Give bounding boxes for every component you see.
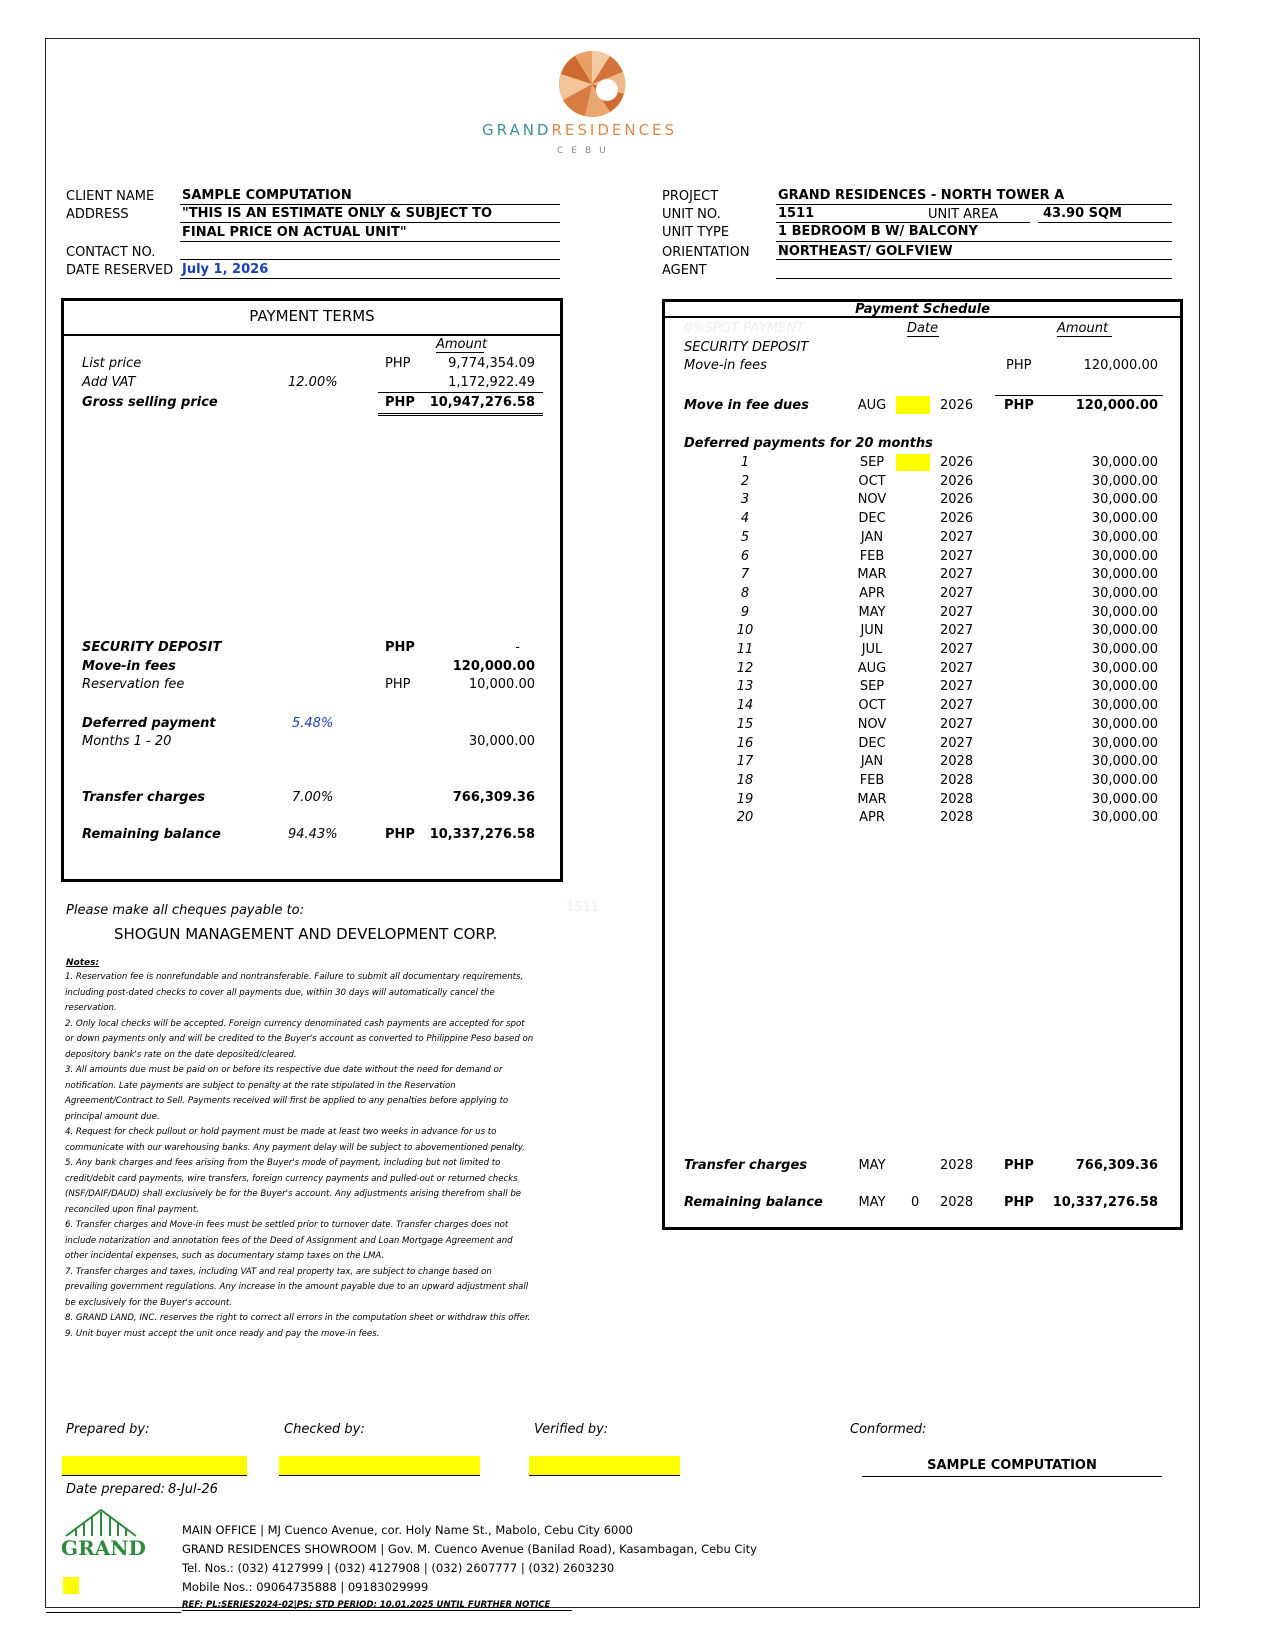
unit-type-label: UNIT TYPE	[662, 225, 730, 240]
schedule-date-header: Date	[907, 321, 939, 336]
date-prepared-label: Date prepared:	[66, 1482, 165, 1497]
note-line: including post-dated checks to cover all payments due, within 30 days will automatically cancel the	[65, 987, 495, 998]
prepared-by-label: Prepared by:	[66, 1422, 150, 1437]
payment-terms-title: PAYMENT TERMS	[249, 307, 375, 325]
contact-label: CONTACT NO.	[66, 245, 156, 260]
installment-month: JUL	[861, 642, 883, 657]
installment-amount: 30,000.00	[1091, 623, 1158, 639]
transfer-charges-value: 766,309.36	[452, 790, 535, 805]
schedule-amount-header: Amount	[1057, 321, 1112, 337]
schedule-transfer-value: 766,309.36	[1075, 1158, 1158, 1173]
installment-month: JUN	[860, 623, 884, 639]
installment-month: DEC	[858, 511, 886, 527]
note-line: depository bank's rate on the date deposited/cleared.	[65, 1049, 297, 1060]
reservation-value: 10,000.00	[468, 677, 535, 692]
deferred-label: Deferred payment	[82, 716, 216, 731]
brand-city: CEBU	[557, 146, 614, 156]
installment-month: OCT	[858, 473, 886, 489]
note-line: prevailing government regulations. Any increase in the amount payable due to an upward adjustment shall	[65, 1282, 529, 1292]
note-line: credit/debit card payments, wire transfers, foreign currency payments and pulled-out or returned checks	[65, 1173, 518, 1184]
installment-month: MAY	[858, 604, 886, 620]
vat-label: Add VAT	[82, 375, 136, 390]
schedule-transfer-year: 2028	[940, 1158, 974, 1173]
gross-price-label: Gross selling price	[82, 395, 218, 410]
note-line: be exclusively for the Buyer's account.	[65, 1297, 233, 1308]
terms-amount-header: Amount	[436, 337, 488, 352]
list-price-currency: PHP	[385, 356, 411, 371]
schedule-transfer-label: Transfer charges	[684, 1158, 808, 1173]
schedule-transfer-currency: PHP	[1004, 1158, 1034, 1173]
installment-amount: 30,000.00	[1091, 455, 1158, 470]
project-value: GRAND RESIDENCES - NORTH TOWER A	[778, 188, 1065, 203]
note-line: 8. GRAND LAND, INC. reserves the right to correct all errors in the computation sheet or withdraw this offer.	[65, 1313, 531, 1323]
installment-month: APR	[859, 810, 885, 826]
list-price-label: List price	[82, 356, 142, 371]
installment-amount: 30,000.00	[1091, 511, 1158, 527]
footer-main-office: MAIN OFFICE | MJ Cuenco Avenue, cor. Holy Name St., Mabolo, Cebu City 6000	[182, 1523, 633, 1537]
months-label: Months 1 - 20	[82, 734, 172, 749]
date-reserved-value: July 1, 2026	[182, 262, 269, 277]
installment-number: 2	[740, 473, 750, 489]
orientation-label: ORIENTATION	[662, 245, 750, 260]
footer-tel: Tel. Nos.: (032) 4127999 | (032) 4127908 | (032) 2607777 | (032) 2603230	[182, 1561, 615, 1575]
agent-label: AGENT	[662, 263, 707, 278]
security-deposit-value: -	[515, 640, 520, 655]
installment-month: MAR	[857, 791, 887, 807]
installment-month: DEC	[858, 735, 886, 751]
schedule-transfer-month: MAY	[858, 1158, 886, 1173]
unit-no-label: UNIT NO.	[662, 207, 721, 222]
movein-dues-month: AUG	[857, 398, 887, 413]
address-line-2: FINAL PRICE ON ACTUAL UNIT"	[182, 225, 407, 240]
note-line: reservation.	[65, 1003, 117, 1013]
installment-number: 5	[740, 529, 750, 545]
schedule-movein-currency: PHP	[1006, 358, 1032, 373]
deferred-rate: 5.48%	[292, 716, 334, 731]
footer-showroom: GRAND RESIDENCES SHOWROOM | Gov. M. Cuenco Avenue (Banilad Road), Kasambagan, Cebu City	[182, 1542, 757, 1556]
installment-number: 7	[740, 567, 750, 583]
installment-month: JAN	[860, 529, 884, 545]
date-reserved-label: DATE RESERVED	[66, 263, 174, 278]
installment-number: 14	[736, 698, 754, 714]
movein-dues-day-highlight	[896, 396, 930, 414]
unit-no-value: 1511	[778, 206, 815, 221]
movein-label: Move-in fees	[82, 659, 176, 674]
installment-year: 2026	[940, 473, 974, 489]
note-line: communicate with our warehousing banks. Any payment delay will be subject to abovementioned penalty.	[65, 1142, 525, 1153]
installment-amount: 30,000.00	[1091, 529, 1158, 545]
installment-amount: 30,000.00	[1091, 810, 1158, 826]
address-line-1: "THIS IS AN ESTIMATE ONLY & SUBJECT TO	[182, 206, 493, 221]
client-name-label: CLIENT NAME	[66, 189, 155, 204]
schedule-remaining-month: MAY	[858, 1195, 886, 1210]
vat-rate: 12.00%	[288, 375, 338, 390]
installment-year: 2027	[940, 716, 974, 732]
installment-year: 2027	[940, 548, 974, 564]
installment-month: APR	[859, 585, 885, 601]
sun-shell-icon	[555, 46, 629, 120]
installment-month: FEB	[859, 548, 885, 564]
installment-number: 10	[736, 623, 754, 639]
installment-amount: 30,000.00	[1091, 679, 1158, 695]
installment-amount: 30,000.00	[1091, 567, 1158, 583]
project-label: PROJECT	[662, 189, 719, 204]
installment-year: 2026	[940, 492, 974, 508]
installment-number: 9	[740, 604, 750, 620]
remaining-balance-rate: 94.43%	[288, 827, 338, 842]
installment-number: 20	[736, 810, 754, 826]
unit-type-value: 1 BEDROOM B W/ BALCONY	[778, 224, 978, 239]
transfer-charges-label: Transfer charges	[82, 790, 206, 805]
gross-price-value: 10,947,276.58	[429, 395, 535, 410]
installment-month: OCT	[858, 698, 886, 714]
unit-area-value: 43.90 SQM	[1043, 206, 1122, 221]
installment-year: 2026	[940, 455, 974, 470]
installment-number: 16	[736, 735, 754, 751]
footer-reference: REF: PL:SERIES2024-02|PS; STD PERIOD: 10.01.2025 UNTIL FURTHER NOTICE	[182, 1600, 572, 1611]
installment-number: 17	[736, 754, 754, 770]
unit-area-label: UNIT AREA	[928, 207, 999, 222]
installment-year: 2027	[940, 567, 974, 583]
note-line: reconciled upon final payment.	[65, 1204, 199, 1215]
ghost-unit-number: 1511	[566, 900, 600, 915]
schedule-security-label: SECURITY DEPOSIT	[684, 340, 809, 355]
brand-name-residences: RESIDENCES	[551, 121, 678, 139]
installment-year: 2027	[940, 698, 974, 714]
grand-logo-text: GRAND	[61, 1536, 146, 1560]
note-line: 3. All amounts due must be paid on or before its respective due date without the need for demand or	[65, 1065, 503, 1075]
installment-number: 8	[740, 585, 750, 601]
reservation-currency: PHP	[385, 677, 411, 692]
installment-month: JAN	[860, 754, 884, 770]
note-line: principal amount due.	[65, 1111, 160, 1122]
installment-amount: 30,000.00	[1091, 604, 1158, 620]
schedule-remaining-value: 10,337,276.58	[1052, 1195, 1158, 1210]
reservation-label: Reservation fee	[82, 677, 185, 692]
installment-amount: 30,000.00	[1091, 791, 1158, 807]
schedule-movein-value: 120,000.00	[1083, 358, 1158, 373]
schedule-ghost-header: 0%SPOT PAYMENT	[684, 321, 805, 336]
deferred-schedule-label: Deferred payments for 20 months	[684, 436, 933, 451]
installment-number: 11	[736, 642, 754, 657]
note-line: include notarization and annotation fees of the Deed of Assignment and Loan Mortgage Agreement and	[65, 1235, 513, 1246]
checked-by-label: Checked by:	[284, 1422, 365, 1437]
installment-number: 1	[740, 455, 750, 470]
note-line: Agreement/Contract to Sell. Payments received will first be applied to any penalties before applying to	[65, 1096, 509, 1106]
installment-month: NOV	[857, 716, 887, 732]
installment-amount: 30,000.00	[1091, 660, 1158, 676]
installment-month: SEP	[859, 679, 885, 695]
installment-amount: 30,000.00	[1091, 492, 1158, 508]
installment-month: FEB	[859, 772, 885, 788]
gross-price-currency: PHP	[385, 395, 415, 410]
remaining-balance-value: 10,337,276.58	[429, 827, 535, 842]
checked-by-signature-field[interactable]	[279, 1456, 480, 1476]
logo-highlight-mark	[63, 1577, 79, 1594]
installment-year: 2028	[940, 810, 974, 826]
security-deposit-label: SECURITY DEPOSIT	[82, 640, 222, 655]
note-line: 4. Request for check pullout or hold payment must be made at least two weeks in advance for us to	[65, 1127, 497, 1137]
payee-company: SHOGUN MANAGEMENT AND DEVELOPMENT CORP.	[114, 925, 498, 943]
note-line: other incidental expenses, such as documentary stamp taxes on the LMA.	[65, 1251, 385, 1261]
installment-number: 13	[736, 679, 754, 695]
installment-amount: 30,000.00	[1091, 642, 1158, 657]
installment-number: 4	[740, 511, 750, 527]
remaining-balance-label: Remaining balance	[82, 827, 221, 842]
note-line: 7. Transfer charges and taxes, including VAT and real property tax, are subject to change based on	[65, 1266, 492, 1277]
note-line: 2. Only local checks will be accepted. Foreign currency denominated cash payments are accepted for spot	[65, 1018, 525, 1029]
installment-amount: 30,000.00	[1091, 716, 1158, 732]
installment-year: 2027	[940, 660, 974, 676]
installment-year: 2027	[940, 735, 974, 751]
installment-amount: 30,000.00	[1091, 772, 1158, 788]
note-line: 5. Any bank charges and fees arising from the Buyer's mode of payment, including but not limited to	[65, 1158, 501, 1168]
movein-dues-value: 120,000.00	[1075, 398, 1158, 413]
vat-amount: 1,172,922.49	[448, 375, 535, 390]
note-line: 9. Unit buyer must accept the unit once ready and pay the move-in fees.	[65, 1328, 380, 1339]
address-label: ADDRESS	[66, 207, 129, 222]
list-price-value: 9,774,354.09	[448, 356, 535, 371]
note-line: 1. Reservation fee is nonrefundable and nontransferable. Failure to submit all documentary requirements,	[65, 972, 524, 982]
installment-number: 15	[736, 716, 754, 732]
installment-amount: 30,000.00	[1091, 585, 1158, 601]
installment-year: 2028	[940, 791, 974, 807]
note-line: notification. Late payments are subject to penalty at the rate stipulated in the Reservation	[65, 1080, 456, 1091]
schedule-remaining-currency: PHP	[1004, 1195, 1034, 1210]
schedule-title: Payment Schedule	[855, 302, 990, 317]
installment-year: 2027	[940, 529, 974, 545]
brand-name-grand: GRAND	[482, 121, 552, 139]
date-prepared-value: 8-Jul-26	[168, 1482, 218, 1497]
movein-dues-currency: PHP	[1004, 398, 1034, 413]
schedule-remaining-day: 0	[911, 1195, 920, 1210]
transfer-charges-rate: 7.00%	[292, 790, 334, 805]
movein-dues-year: 2026	[940, 398, 974, 413]
installment-number: 12	[736, 660, 754, 676]
installment-number: 19	[736, 791, 754, 807]
first-installment-day-highlight	[896, 454, 930, 471]
installment-amount: 30,000.00	[1091, 473, 1158, 489]
months-value: 30,000.00	[468, 734, 535, 749]
installment-month: SEP	[859, 455, 885, 470]
installment-year: 2027	[940, 604, 974, 620]
installment-year: 2028	[940, 754, 974, 770]
installment-year: 2026	[940, 511, 974, 527]
installment-number: 6	[740, 548, 750, 564]
building-icon	[62, 1506, 140, 1538]
installment-month: MAR	[857, 567, 887, 583]
notes-title: Notes:	[66, 958, 100, 968]
installment-year: 2027	[940, 623, 974, 639]
installment-amount: 30,000.00	[1091, 735, 1158, 751]
installment-year: 2027	[940, 679, 974, 695]
remaining-balance-currency: PHP	[385, 827, 415, 842]
installment-amount: 30,000.00	[1091, 548, 1158, 564]
schedule-remaining-year: 2028	[940, 1195, 974, 1210]
orientation-value: NORTHEAST/ GOLFVIEW	[778, 244, 953, 259]
movein-value: 120,000.00	[452, 659, 535, 674]
note-line: 6. Transfer charges and Move-in fees must be settled prior to turnover date. Transfer charges does not	[65, 1220, 509, 1230]
schedule-movein-label: Move-in fees	[684, 358, 767, 373]
installment-number: 18	[736, 772, 754, 788]
installment-amount: 30,000.00	[1091, 698, 1158, 714]
installment-year: 2027	[940, 585, 974, 601]
note-line: (NSF/DAIF/DAUD) shall exclusively be for the Buyer's account. Any adjustments arising therefrom shall be	[65, 1189, 522, 1199]
installment-month: AUG	[857, 660, 887, 676]
footer-mobile: Mobile Nos.: 09064735888 | 09183029999	[182, 1580, 429, 1594]
movein-dues-label: Move in fee dues	[684, 398, 809, 413]
prepared-by-signature-field[interactable]	[62, 1456, 247, 1476]
cheques-payable-intro: Please make all cheques payable to:	[66, 903, 305, 918]
verified-by-signature-field[interactable]	[529, 1456, 680, 1476]
installment-amount: 30,000.00	[1091, 754, 1158, 770]
installment-number: 3	[740, 492, 750, 508]
notes-list	[65, 970, 533, 1342]
installment-year: 2028	[940, 772, 974, 788]
verified-by-label: Verified by:	[534, 1422, 609, 1437]
note-line: or down payments only and will be credited to the Buyer's account as converted to Philippine Peso based on	[65, 1034, 534, 1044]
conformed-name: SAMPLE COMPUTATION	[862, 1458, 1162, 1477]
schedule-remaining-label: Remaining balance	[684, 1195, 823, 1210]
conformed-label: Conformed:	[850, 1422, 927, 1437]
installment-year: 2027	[940, 642, 974, 657]
client-name-value: SAMPLE COMPUTATION	[182, 188, 352, 203]
installment-month: NOV	[857, 492, 887, 508]
security-deposit-currency: PHP	[385, 640, 415, 655]
